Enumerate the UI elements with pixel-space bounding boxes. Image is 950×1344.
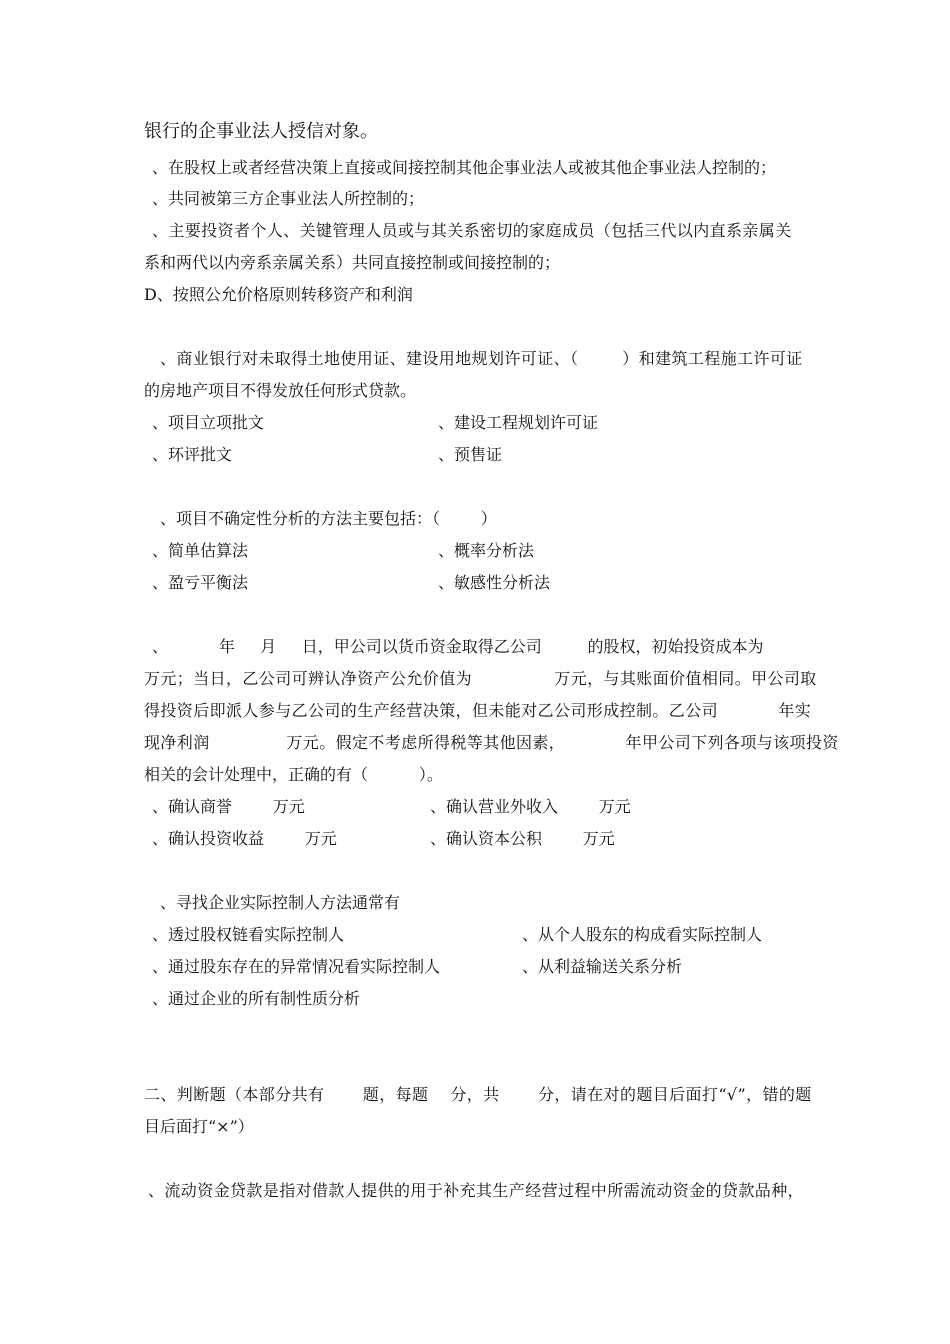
q4-stem-line5: 相关的会计处理中，正确的有（ ）。: [144, 765, 443, 784]
q5-option-b: 、从个人股东的构成看实际控制人: [522, 925, 763, 944]
q5-option-d: 、从利益输送关系分析: [522, 957, 683, 976]
q1-option-d: D、按照公允价格原则转移资产和利润: [144, 285, 413, 304]
q4-stem-line2: 万元；当日，乙公司可辨认净资产公允价值为 万元，与其账面价值相同。甲公司取: [144, 669, 817, 688]
q2-stem-line1: 、商业银行对未取得土地使用证、建设用地规划许可证、（ ）和建筑工程施工许可证: [160, 349, 803, 368]
q4-option-c: 、确认投资收益 万元: [152, 829, 337, 848]
q5-stem: 、寻找企业实际控制人方法通常有: [160, 893, 401, 912]
judge1-line1: 、流动资金贷款是指对借款人提供的用于补充其生产经营过程中所需流动资金的贷款品种，: [148, 1181, 805, 1200]
q2-option-d: 、预售证: [438, 445, 503, 464]
q4-option-a: 、确认商誉 万元: [152, 797, 305, 816]
q5-option-a: 、透过股权链看实际控制人: [152, 925, 345, 944]
q2-option-a: 、项目立项批文: [152, 413, 265, 432]
q2-option-c: 、环评批文: [152, 445, 233, 464]
q4-stem-line4: 现净利润 万元。假定不考虑所得税等其他因素， 年甲公司下列各项与该项投资: [144, 733, 839, 752]
q3-option-a: 、简单估算法: [152, 541, 249, 560]
q2-option-b: 、建设工程规划许可证: [438, 413, 599, 432]
section2-heading-line2: 目后面打“×”）: [144, 1117, 254, 1136]
section2-heading-line1: 二、判断题（本部分共有 题，每题 分，共 分，请在对的题目后面打“√”，错的题: [144, 1085, 812, 1104]
q1-continuation: 银行的企事业法人授信对象。: [144, 121, 378, 142]
q4-option-d: 、确认资本公积 万元: [430, 829, 615, 848]
q1-option-c-line2: 系和两代以内旁系亲属关系）共同直接控制或间接控制的；: [144, 253, 561, 272]
q4-stem-line1: 、 年 月 日，甲公司以货币资金取得乙公司 的股权，初始投资成本为: [152, 637, 764, 656]
q5-option-c: 、通过股东存在的异常情况看实际控制人: [152, 957, 441, 976]
q3-option-d: 、敏感性分析法: [438, 573, 551, 592]
q3-stem: 、项目不确定性分析的方法主要包括：（ ）: [160, 509, 497, 528]
q5-option-e: 、通过企业的所有制性质分析: [152, 989, 361, 1008]
q2-stem-line2: 的房地产项目不得发放任何形式贷款。: [144, 381, 417, 400]
q1-option-a: 、在股权上或者经营决策上直接或间接控制其他企事业法人或被其他企事业法人控制的；: [152, 158, 777, 177]
q4-option-b: 、确认营业外收入 万元: [430, 797, 631, 816]
q4-stem-line3: 得投资后即派人参与乙公司的生产经营决策，但未能对乙公司形成控制。乙公司 年实: [144, 701, 812, 720]
q3-option-c: 、盈亏平衡法: [152, 573, 249, 592]
q1-option-c-line1: 、主要投资者个人、关键管理人员或与其关系密切的家庭成员（包括三代以内直系亲属关: [152, 221, 792, 240]
q1-option-b: 、共同被第三方企事业法人所控制的；: [152, 189, 425, 208]
q3-option-b: 、概率分析法: [438, 541, 535, 560]
